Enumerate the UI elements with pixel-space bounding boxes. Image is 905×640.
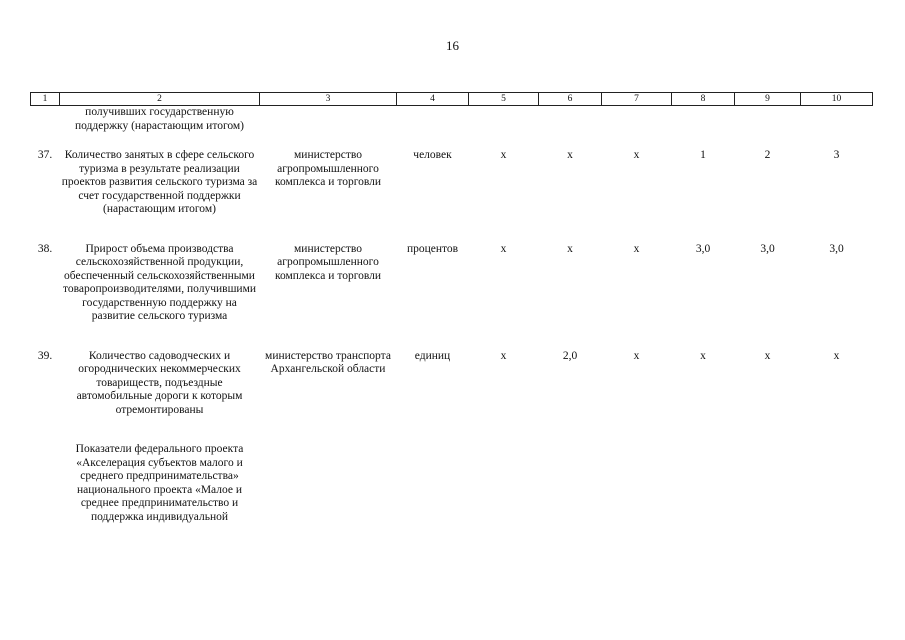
row-number: 39.: [37, 349, 53, 362]
page-number: 16: [446, 38, 459, 53]
column-header-2: 2: [60, 93, 260, 106]
responsible-department: министерство агропромышленного комплекса и торговли: [274, 242, 382, 282]
table-row: [31, 149, 873, 217]
value-cell: 2,0: [562, 349, 578, 362]
column-header-3: 3: [260, 93, 397, 106]
column-header-1: 1: [31, 93, 60, 106]
value-cell: 3,0: [829, 242, 844, 255]
indicator-name: Количество садоводческих и огороднических некоммерческих товариществ, подъездные автомобильные дороги к которым отремонтированы: [76, 349, 243, 416]
responsible-department: министерство транспорта Архангельской области: [265, 349, 391, 375]
column-header-row: [31, 93, 873, 106]
value-cell: х: [500, 349, 507, 362]
column-header-9: 9: [735, 93, 801, 106]
continuation-text: получивших государственную поддержку (нарастающим итогом): [74, 106, 245, 132]
value-cell: 1: [700, 149, 706, 161]
continuation-row: [31, 106, 873, 134]
value-cell: х: [633, 242, 640, 255]
column-header-10: 10: [801, 93, 873, 106]
table-row: [31, 350, 873, 418]
value-cell: х: [633, 149, 640, 161]
column-header-6: 6: [539, 93, 602, 106]
value-cell: х: [633, 349, 640, 362]
table-row: [31, 243, 873, 324]
indicators-table: [30, 92, 873, 524]
column-header-5: 5: [469, 93, 539, 106]
responsible-department: министерство агропромышленного комплекса и торговли: [274, 149, 382, 188]
indicator-name: Количество занятых в сфере сельского туризма в результате реализации проектов развития сельского туризма за счет государственной поддержки (нарастающим итогом): [61, 149, 258, 215]
value-cell: 3,0: [695, 242, 711, 255]
value-cell: х: [764, 349, 771, 362]
value-cell: 3: [833, 149, 840, 161]
section-note: Показатели федерального проекта «Акселерация субъектов малого и среднего предпринимательства» национального проекта «Малое и среднее предпринимательство и поддержка индивидуальной: [75, 443, 244, 523]
value-cell: х: [500, 149, 507, 161]
value-cell: х: [500, 242, 507, 255]
value-cell: 2: [764, 149, 771, 161]
unit-cell: человек: [413, 149, 452, 161]
unit-cell: единиц: [414, 349, 451, 362]
row-number: 38.: [37, 242, 53, 255]
value-cell: х: [567, 149, 573, 161]
section-note-row: [31, 443, 873, 524]
value-cell: х: [700, 349, 706, 362]
value-cell: х: [833, 349, 840, 362]
value-cell: х: [567, 242, 573, 255]
unit-cell: процентов: [406, 242, 459, 255]
column-header-8: 8: [672, 93, 735, 106]
column-header-4: 4: [397, 93, 469, 106]
indicator-name: Прирост объема производства сельскохозяйственной продукции, обеспеченный сельскохозяйственными товаропроизводителями, получившими государственную поддержку на развитие сельского туризма: [62, 242, 257, 322]
row-number: 37.: [37, 149, 53, 161]
value-cell: 3,0: [760, 242, 775, 255]
column-header-7: 7: [602, 93, 672, 106]
